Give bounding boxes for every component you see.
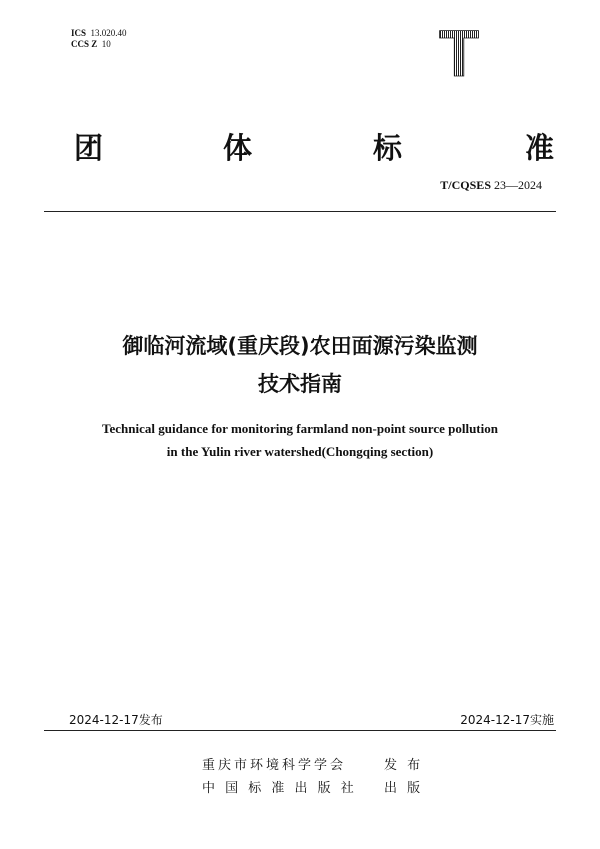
publisher-org: 中 国 标 准 出 版 社 [202,781,357,796]
standard-kind [64,126,564,165]
classification-codes [71,28,127,50]
kind-char: 团 [74,131,104,165]
standard-number: T/CQSES 23—2024 [440,178,542,192]
ics-code: ICS 13.020.40 [71,28,127,38]
standard-type-letter [436,26,482,78]
ccs-code: CCS Z 10 [71,39,111,49]
header-divider [44,211,556,212]
footer-divider [44,730,556,731]
title-cn-line2: 技术指南 [258,372,342,396]
title-en-line2: in the Yulin river watershed(Chongqing section) [166,444,434,459]
publisher-role: 出 版 [384,781,424,796]
implement-date: 2024-12-17实施 [460,713,554,727]
kind-char: 体 [223,131,253,165]
kind-char: 准 [525,131,555,165]
svg-text:T: T [438,26,480,78]
title-en-line1: Technical guidance for monitoring farmland non-point source pollution [102,421,498,436]
publisher-role: 发 布 [384,758,424,773]
title-cn-line1: 御临河流域(重庆段)农田面源污染监测 [122,334,478,358]
publisher-org: 重庆市环境科学学会 [202,758,347,773]
kind-char: 标 [373,131,403,165]
issue-date: 2024-12-17发布 [69,713,163,727]
